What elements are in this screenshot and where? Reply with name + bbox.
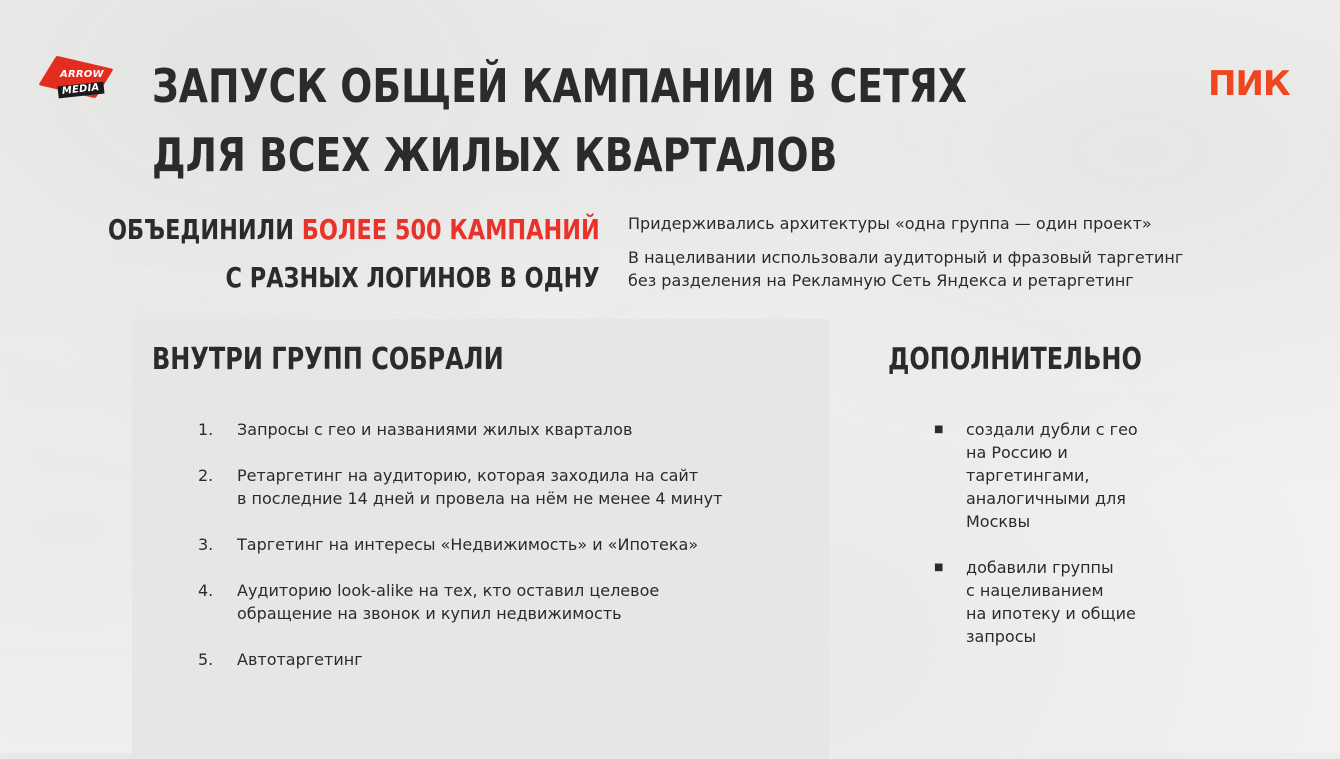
notes-block	[628, 212, 1183, 292]
title-line-1: ЗАПУСК ОБЩЕЙ КАМПАНИИ В СЕТЯХ	[152, 59, 967, 113]
bullet-item-text: добавили группы с нацеливанием на ипотеку и общие запросы	[966, 558, 1136, 646]
list-item-number: 2.	[198, 466, 214, 485]
list-item-text: Автотаргетинг	[237, 650, 363, 669]
groups-title: ВНУТРИ ГРУПП СОБРАЛИ	[152, 342, 504, 377]
subheading-line2: С РАЗНЫХ ЛОГИНОВ В ОДНУ	[225, 261, 600, 294]
list-item-number: 1.	[198, 420, 214, 439]
list-item	[198, 648, 722, 671]
subheading-highlight: БОЛЕЕ 500 КАМПАНИЙ	[302, 213, 600, 246]
list-item-number: 3.	[198, 535, 214, 554]
extra-list	[934, 418, 1138, 671]
list-item-text: Запросы с гео и названиями жилых кварталов	[237, 420, 633, 439]
subheading-part1: ОБЪЕДИНИЛИ	[108, 213, 303, 246]
list-item-number: 5.	[198, 650, 214, 669]
logo-text-media: MEDIA	[57, 82, 104, 99]
note-targeting: В нацеливании использовали аудиторный и фразовый таргетинг без разделения на Рекламную Сеть Яндекса и ретаргетинг	[628, 248, 1184, 290]
list-item	[198, 464, 722, 510]
groups-list	[198, 418, 722, 694]
page-title	[152, 52, 967, 190]
note-architecture: Придерживались архитектуры «одна группа — один проект»	[628, 214, 1152, 233]
extra-title: ДОПОЛНИТЕЛЬНО	[888, 342, 1142, 377]
title-line-2: ДЛЯ ВСЕХ ЖИЛЫХ КВАРТАЛОВ	[152, 128, 838, 182]
list-item	[198, 579, 722, 625]
bullet-item	[934, 556, 1138, 648]
list-item-text: Ретаргетинг на аудиторию, которая заходила на сайт в последние 14 дней и провела на нём не менее 4 минут	[237, 466, 723, 508]
pik-logo: ПИК	[1208, 64, 1290, 104]
bullet-item	[934, 418, 1138, 533]
list-item	[198, 418, 722, 441]
bullet-item-text: создали дубли с гео на Россию и таргетингами, аналогичными для Москвы	[966, 420, 1138, 531]
list-item-text: Аудиторию look-alike на тех, кто оставил целевое обращение на звонок и купил недвижимость	[237, 581, 660, 623]
logo-text-arrow: ARROW	[60, 69, 104, 80]
subheading	[108, 206, 600, 302]
list-item-number: 4.	[198, 581, 214, 600]
arrow-media-logo	[44, 60, 110, 100]
list-item-text: Таргетинг на интересы «Недвижимость» и «Ипотека»	[237, 535, 699, 554]
bullet-square-icon: ■	[934, 562, 944, 573]
list-item	[198, 533, 722, 556]
bullet-square-icon: ■	[934, 424, 944, 435]
